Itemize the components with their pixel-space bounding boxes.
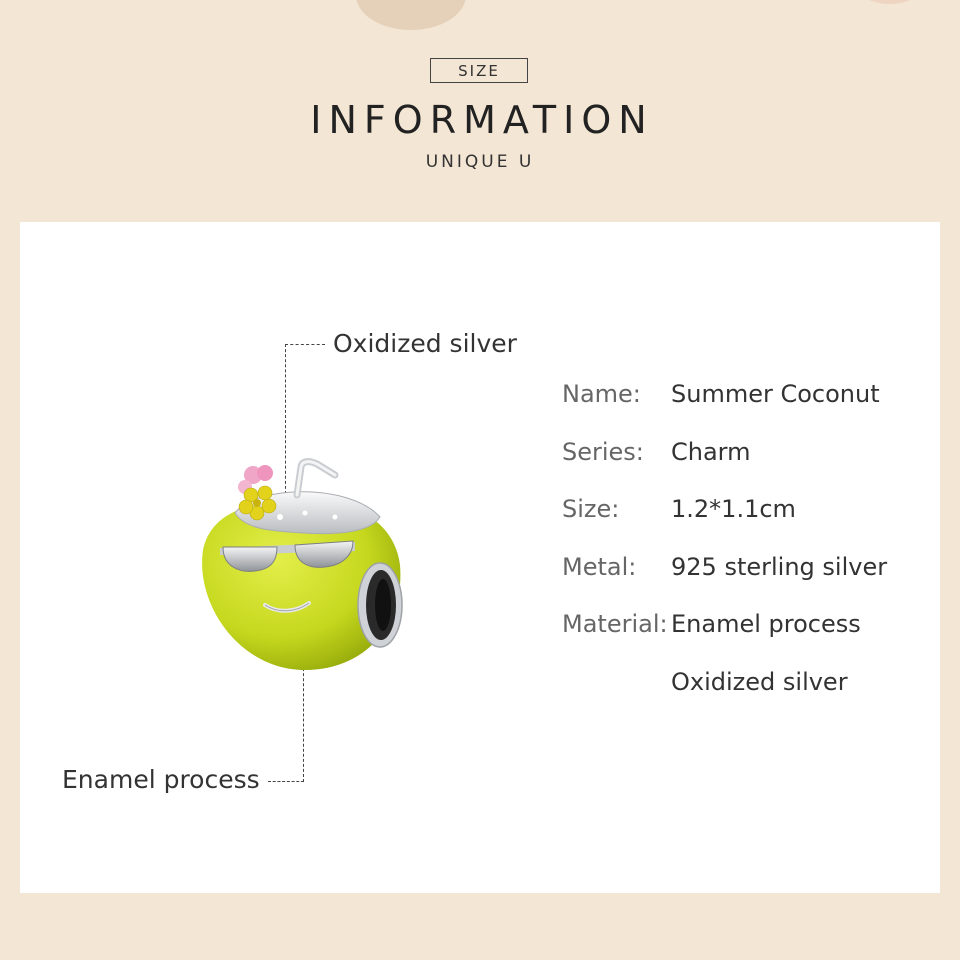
- page-subtitle: UNIQUE U: [425, 152, 535, 172]
- callout-line-bottom-horizontal: [268, 781, 304, 782]
- spec-label: Material:: [562, 610, 668, 638]
- coconut-charm-icon: [185, 455, 410, 675]
- spec-value: Summer Coconut: [671, 380, 880, 408]
- spec-value: Enamel process: [671, 610, 861, 638]
- callout-enamel-process: Enamel process: [62, 765, 260, 794]
- spec-value: 925 sterling silver: [671, 552, 888, 581]
- callout-oxidized-silver: Oxidized silver: [333, 329, 517, 358]
- decorative-blob: [356, 0, 466, 30]
- spec-label: Name:: [562, 380, 641, 408]
- spec-label: Size:: [562, 495, 620, 523]
- spec-label: Series:: [562, 437, 644, 466]
- spec-value: 1.2*1.1cm: [671, 495, 796, 523]
- callout-line-top-horizontal: [285, 344, 325, 345]
- spec-value: Charm: [671, 437, 751, 466]
- size-tag: SIZE: [430, 58, 528, 83]
- spec-value: Oxidized silver: [671, 667, 848, 696]
- page-title: INFORMATION: [310, 98, 654, 142]
- decorative-blob-right: [860, 0, 920, 4]
- spec-label: Metal:: [562, 552, 637, 581]
